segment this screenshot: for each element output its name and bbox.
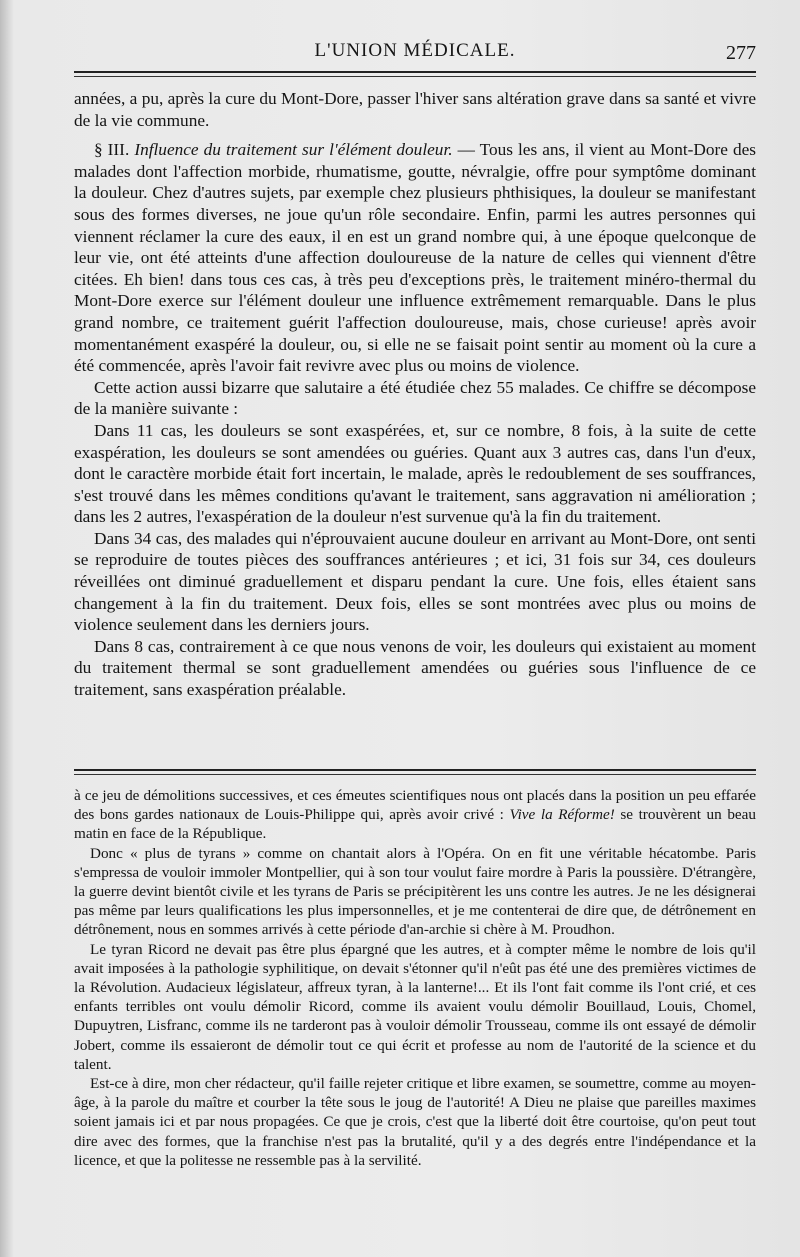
feuilleton-paragraph-4: Est-ce à dire, mon cher rédacteur, qu'il faille rejeter critique et libre examen, se soumettre, comme au moyen-âge, à la parole du maître et courber la tête sous le joug de l'autorité! A Dieu ne plaise que pareilles maximes soient jamais ici et par nous propagées. Ce que je crois, c'est que la liberté doit être courtoise, qu'on peut tout dire avec des formes, que la franchise n'est pas la brutalité, qu'il y a des degrés entre l'indépendance et la licence, et que la politesse ne ressemble pas à la servilité. — [74, 1075, 756, 1169]
feuilleton-body — [74, 786, 756, 1170]
feuilleton-rule-thin — [74, 774, 756, 775]
header-rule-thin — [74, 76, 756, 77]
header-rule — [74, 71, 756, 73]
feuilleton-paragraph-2: Donc « plus de tyrans » comme on chantait alors à l'Opéra. On en fit une véritable hécatombe. Paris s'empressa de vouloir immoler Montpellier, qui à son tour voulut faire mordre à Paris la poussière. D'étrangère, la guerre devint bientôt civile et les tyrans de Paris se précipitèrent les uns contre les autres. Je ne les désignerai pas même par leurs qualifications les plus impersonnelles, et je me contenterai de dire que, de détrônement en détrônement, nous en sommes arrivés à cette période d'an-archie si chère à M. Proudhon. — [74, 844, 756, 939]
paragraph-34-cases: Dans 34 cas, des malades qui n'éprouvaient aucune douleur en arrivant au Mont-Dore, ont senti se reproduire de toutes pièces des souffrances antérieures ; et ici, 31 fois sur 34, ces douleurs réveillées ont diminué graduellement et disparu pendant la cure. Une fois, elles étaient sans changement à la fin du traitement. Deux fois, elles se sont montrées avec plus ou moins de violence seulement dans les derniers jours. — [74, 528, 756, 635]
feuilleton-paragraph-3: Le tyran Ricord ne devait pas être plus épargné que les autres, et à compter même le nombre de lois qu'il avait imposées à la pathologie syphilitique, on devait s'étonner qu'il n'eût pas été une des premières victimes de la Révolution. Audacieux législateur, affreux tyran, à la lanterne!... Et ils l'ont fait comme ils l'ont crié, et ces enfants terribles ont voulu démolir Ricord, comme ils avaient voulu démolir Bouillaud, Louis, Chomel, Dupuytren, Lisfranc, comme ils ne tarderont pas à vouloir démolir Trousseau, comme ils ont essayé de démolir Jobert, comme ils essaieront de démolir tout ce qui écrit et professe au nom de l'autorité de la science et du talent. — [74, 940, 756, 1073]
section-paragraph — [74, 139, 756, 377]
feuilleton-paragraph-1 — [74, 786, 756, 844]
paragraph-11-cases: Dans 11 cas, les douleurs se sont exaspérées, et, sur ce nombre, 8 fois, à la suite de cette exaspération, les douleurs se sont amendées ou guéries. Quant aux 3 autres cas, dans l'un d'eux, dont le caractère morbide était fort incertain, le malade, après le redoublement de ses souffrances, s'est trouvé dans les mêmes conditions qu'avant le traitement, sans aggravation ni amélioration ; dans les 2 autres, l'exaspération de la douleur n'est survenue qu'à la fin du traitement. — [74, 420, 756, 527]
feuilleton-text: à ce jeu de démolitions successives, et ces émeutes scientifiques nous ont placés dans la position un peu effarée des bons gardes nationaux de Louis-Philippe qui, après avoir crivé : — [74, 787, 756, 824]
paragraph-continuation: années, a pu, après la cure du Mont-Dore, passer l'hiver sans altération grave dans sa santé et vivre de la vie commune. — [74, 89, 756, 130]
page-number: 277 — [726, 42, 756, 64]
journal-title: L'UNION MÉDICALE. — [314, 40, 516, 61]
feuilleton-rule — [74, 769, 756, 771]
paragraph-statistics: Cette action aussi bizarre que salutaire a été étudiée chez 55 malades. Ce chiffre se décompose de la manière suivante : — [74, 377, 756, 419]
article-body — [74, 88, 756, 701]
running-head — [74, 40, 756, 66]
feuilleton-text: se trouvèrent un beau matin en face de la République. — [74, 806, 756, 843]
section-mark: § III. — [94, 140, 130, 160]
feuilleton-italic: Vive la Réforme! — [509, 806, 615, 824]
section-title: Influence du traitement sur l'élément douleur. — [134, 140, 453, 160]
paragraph-8-cases: Dans 8 cas, contrairement à ce que nous venons de voir, les douleurs qui existaient au moment du traitement thermal se sont graduellement amendées ou guéries sous l'influence de ce traitement, sans exaspération préalable. — [74, 636, 756, 700]
section-text: — Tous les ans, il vient au Mont-Dore des malades dont l'affection morbide, rhumatisme, goutte, névralgie, offre pour symptôme dominant la douleur. Chez d'autres sujets, par exemple chez plusieurs phthisiques, la douleur se manifestant sous des formes diverses, ne joue qu'un rôle secondaire. Enfin, parmi les autres personnes qui viennent réclamer la cure des eaux, il en est un grand nombre qui, à une époque quelconque de leur vie, ont été atteints d'une affection douloureuse de la nature de celles qui viennent d'être citées. Eh bien! dans tous ces cas, à très peu d'exceptions près, le traitement minéro-thermal du Mont-Dore exerce sur l'élément douleur une influence extrêmement remarquable. Dans le plus grand nombre, ce traitement guérit l'affection douloureuse, mais, chose curieuse! après avoir momentanément exaspéré la douleur, ou, si elle ne se faisait point sentir au moment où la cure a été commencée, après l'avoir fait revivre avec plus ou moins de violence. — [74, 140, 757, 376]
